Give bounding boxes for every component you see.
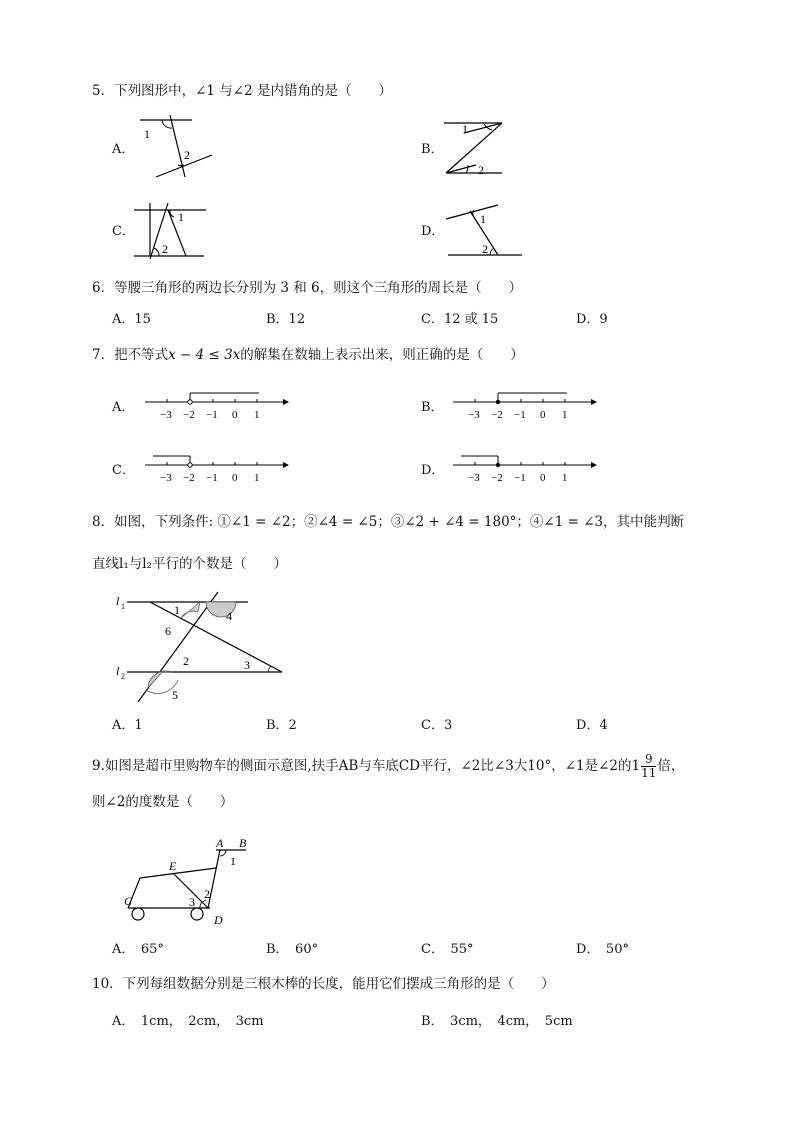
q7d-tick-1: 1	[562, 472, 568, 484]
q7b-tick-m1: −1	[514, 409, 526, 421]
q7-stem-pre: 7．把不等式	[92, 347, 169, 363]
q7c-tick-m3: −3	[160, 472, 172, 484]
q6-option-d[interactable]: D．9	[576, 312, 608, 327]
q5-figure-a	[140, 115, 220, 185]
q7c-tick-1: 1	[254, 472, 260, 484]
q5-figure-d	[444, 203, 534, 263]
q9-option-d[interactable]: D． 50°	[576, 942, 629, 957]
q7d-tick-m2: −2	[491, 472, 503, 484]
q5c-label-2: 2	[162, 242, 168, 256]
q9-stem-tail: 倍，	[657, 758, 685, 774]
q7a-tick-m1: −1	[206, 409, 218, 421]
q7-numberline-a	[145, 390, 295, 430]
q9-option-a[interactable]: A． 65°	[112, 942, 164, 957]
q5-figure-c	[134, 203, 214, 263]
q7-inequality: x − 4 ≤ 3x	[168, 347, 241, 363]
q8-label-l1: l	[116, 594, 120, 608]
q10-option-b[interactable]: B． 3cm， 4cm， 5cm	[421, 1014, 573, 1029]
q7-stem-post: 的解集在数轴上表示出来，则正确的是（ ）	[240, 347, 524, 363]
q8-angle-4: 4	[226, 609, 232, 623]
q6-option-a[interactable]: A．15	[112, 312, 151, 327]
q9-fraction-den: 11	[641, 766, 657, 780]
q8-option-a[interactable]: A．1	[112, 718, 143, 733]
q7-numberline-c	[145, 453, 295, 493]
q5-option-b[interactable]: B．	[421, 142, 444, 157]
q5b-label-1: 1	[462, 122, 468, 136]
q9-cart-figure	[118, 832, 268, 927]
q7d-tick-m3: −3	[468, 472, 480, 484]
q6-option-b[interactable]: B．12	[266, 312, 306, 327]
q7-numberline-d	[453, 453, 603, 493]
q9-angle-1: 1	[230, 854, 236, 868]
q7d-tick-0: 0	[540, 472, 546, 484]
q5-figure-b	[444, 117, 524, 177]
q8-option-b[interactable]: B．2	[266, 718, 297, 733]
q9-label-C: C	[124, 894, 133, 908]
q5c-label-1: 1	[178, 210, 184, 224]
q7b-tick-0: 0	[540, 409, 546, 421]
q7-option-b[interactable]: B．	[421, 400, 444, 415]
q7d-tick-m1: −1	[514, 472, 526, 484]
q10-stem: 10．下列每组数据分别是三根木棒的长度，能用它们摆成三角形的是（ ）	[92, 976, 555, 992]
q5-stem: 5．下列图形中，∠1 与∠2 是内错角的是（ ）	[92, 83, 392, 99]
q9-label-E: E	[169, 859, 177, 873]
q7c-tick-m1: −1	[206, 472, 218, 484]
q8-option-d[interactable]: D．4	[576, 718, 608, 733]
q9-label-B: B	[239, 836, 247, 850]
q5b-label-2: 2	[478, 163, 484, 177]
q8-option-c[interactable]: C．3	[421, 718, 453, 733]
q9-angle-2: 2	[204, 887, 210, 901]
q8-angle-5: 5	[172, 688, 178, 702]
q5-option-a[interactable]: A．	[112, 142, 135, 157]
q8-label-l2-sub: 2	[121, 672, 125, 681]
q6-option-c[interactable]: C．12 或 15	[421, 312, 499, 327]
q5-option-d[interactable]: D．	[421, 224, 445, 239]
q9-label-A: A	[216, 836, 224, 850]
q7a-tick-0: 0	[232, 409, 238, 421]
q7a-tick-m3: −3	[160, 409, 172, 421]
q5-option-c[interactable]: C．	[112, 224, 135, 239]
q9-option-b[interactable]: B． 60°	[266, 942, 319, 957]
q8-angle-3: 3	[244, 658, 250, 672]
q8-angle-2: 2	[183, 654, 189, 668]
q8-figure	[110, 590, 300, 705]
q7c-tick-0: 0	[232, 472, 238, 484]
q9-fraction-num: 9	[641, 753, 656, 767]
q8-label-l1-sub: 1	[121, 602, 125, 611]
q7-numberline-b	[453, 390, 603, 430]
q7-option-c[interactable]: C．	[112, 463, 135, 478]
q9-option-c[interactable]: C． 55°	[421, 942, 474, 957]
q6-stem: 6．等腰三角形的两边长分别为 3 和 6，则这个三角形的周长是（ ）	[92, 280, 523, 296]
q9-fraction	[641, 753, 656, 780]
q7a-tick-1: 1	[254, 409, 260, 421]
q7c-tick-m2: −2	[183, 472, 195, 484]
q7-option-d[interactable]: D．	[421, 463, 445, 478]
q7b-tick-m3: −3	[468, 409, 480, 421]
q9-stem-text: 9.如图是超市里购物车的侧面示意图,扶手AB与车底CD平行，∠2比∠3大10°，∠1是∠2的1	[92, 758, 641, 774]
q8-stem-line2: 直线l₁与l₂平行的个数是（ ）	[92, 556, 287, 572]
q9-label-D: D	[214, 913, 223, 927]
q5a-label-1: 1	[144, 127, 150, 141]
q8-angle-1: 1	[174, 603, 180, 617]
q5a-label-2: 2	[184, 148, 190, 162]
q8-label-l2: l	[116, 664, 120, 678]
q7a-tick-m2: −2	[183, 409, 195, 421]
q7-stem	[92, 346, 524, 364]
q5d-label-1: 1	[480, 212, 486, 226]
q10-option-a[interactable]: A． 1cm， 2cm， 3cm	[112, 1014, 264, 1029]
q7-option-a[interactable]: A．	[112, 400, 135, 415]
q9-stem-line1	[92, 753, 684, 780]
q8-stem-line1: 8．如图，下列条件: ①∠1 = ∠2；②∠4 = ∠5；③∠2 + ∠4 = 180°；④∠1 = ∠3，其中能判断	[92, 514, 685, 530]
q7b-tick-1: 1	[562, 409, 568, 421]
q9-angle-3: 3	[189, 895, 195, 909]
q5d-label-2: 2	[482, 242, 488, 256]
q7b-tick-m2: −2	[491, 409, 503, 421]
q8-angle-6: 6	[165, 624, 171, 638]
q9-stem-line2: 则∠2的度数是（ ）	[92, 794, 234, 810]
